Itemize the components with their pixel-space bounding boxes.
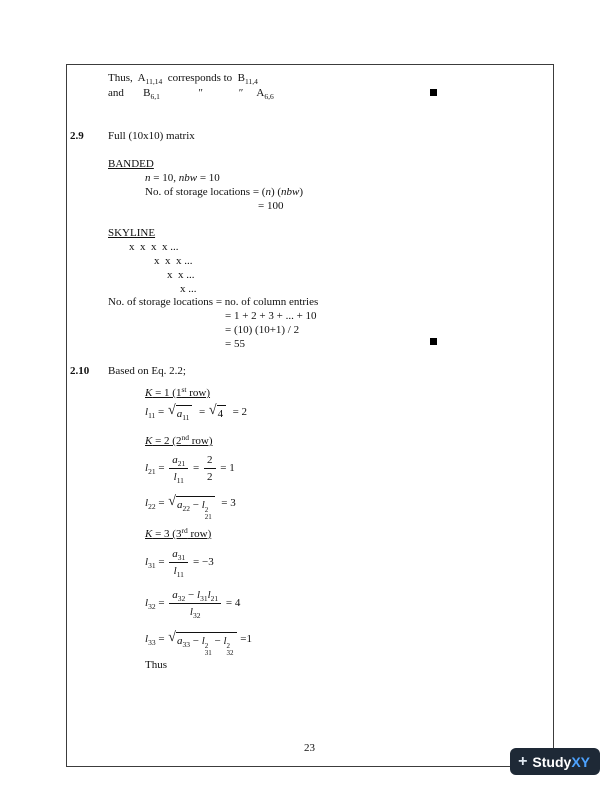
studyxy-logo-text-study: Study [532, 753, 572, 770]
page-number: 23 [304, 742, 315, 754]
studyxy-logo-text-xy: XY [571, 753, 590, 770]
and-correspondence-line: and $B_{6,1}$ ″ ″ $A_{6,6}$ [108, 87, 274, 101]
skyline-storage-line: No. of storage locations = no. of column entries [108, 296, 319, 308]
qed-square-icon [430, 89, 437, 96]
banded-storage-line: No. of storage locations = (n) (nbw) [145, 186, 304, 198]
skyline-matrix-row: x x ... [167, 269, 195, 281]
studyxy-plus-icon: + [518, 752, 528, 770]
banded-result-line: = 100 [258, 200, 284, 212]
k3-heading: K = 3 (3rd row) [145, 526, 212, 540]
formula-l22: $l_{22}$ = √ $a_{22} - l$ 2 21 = 3 [145, 494, 236, 521]
qed-square-icon [430, 338, 437, 345]
thus-closing-line: Thus [145, 659, 167, 671]
k1-heading: K = 1 (1st row) [145, 385, 211, 399]
section-2-9-title: Full (10x10) matrix [108, 130, 195, 142]
studyxy-logo [510, 748, 600, 775]
skyline-heading: SKYLINE [108, 227, 156, 239]
k2-heading: K = 2 (2nd row) [145, 433, 213, 447]
skyline-calc-line: = 1 + 2 + 3 + ... + 10 [225, 310, 317, 322]
banded-heading: BANDED [108, 158, 154, 170]
section-2-9-number: 2.9 [70, 130, 84, 142]
section-2-10-number: 2.10 [70, 365, 90, 377]
skyline-matrix-row: x x x x ... [129, 241, 179, 253]
skyline-matrix-row: x ... [180, 283, 197, 295]
formula-l33: $l_{33}$ = √ $a_{33} - l$ 2 31 − l 2 32 =1 [145, 630, 252, 657]
skyline-calc-line: = 55 [225, 338, 245, 350]
section-2-10-title: Based on Eq. 2.2; [108, 365, 186, 377]
formula-l21: $l_{21}$ = $\frac{a_{21}}{l_{11}}$ = $\frac{2}{2}$ = 1 [145, 454, 235, 485]
thus-correspondence-line: Thus, $A_{11,14}$ corresponds to $B_{11,4}$ [108, 72, 258, 86]
formula-l11: $l_{11}$ = √ $a_{11}$ = √ 4 = 2 [145, 403, 248, 422]
skyline-calc-line: = (10) (10+1) / 2 [225, 324, 300, 336]
formula-l31: $l_{31}$ = $\frac{a_{31}}{l_{11}}$ = −3 [145, 548, 214, 579]
banded-params-line: n = 10, nbw = 10 [145, 172, 220, 184]
formula-l32: $l_{32}$ = $\frac{a_{32} - l_{31}l_{21}}{l_{32}}$ = 4 [145, 589, 241, 620]
skyline-matrix-row: x x x ... [154, 255, 193, 267]
